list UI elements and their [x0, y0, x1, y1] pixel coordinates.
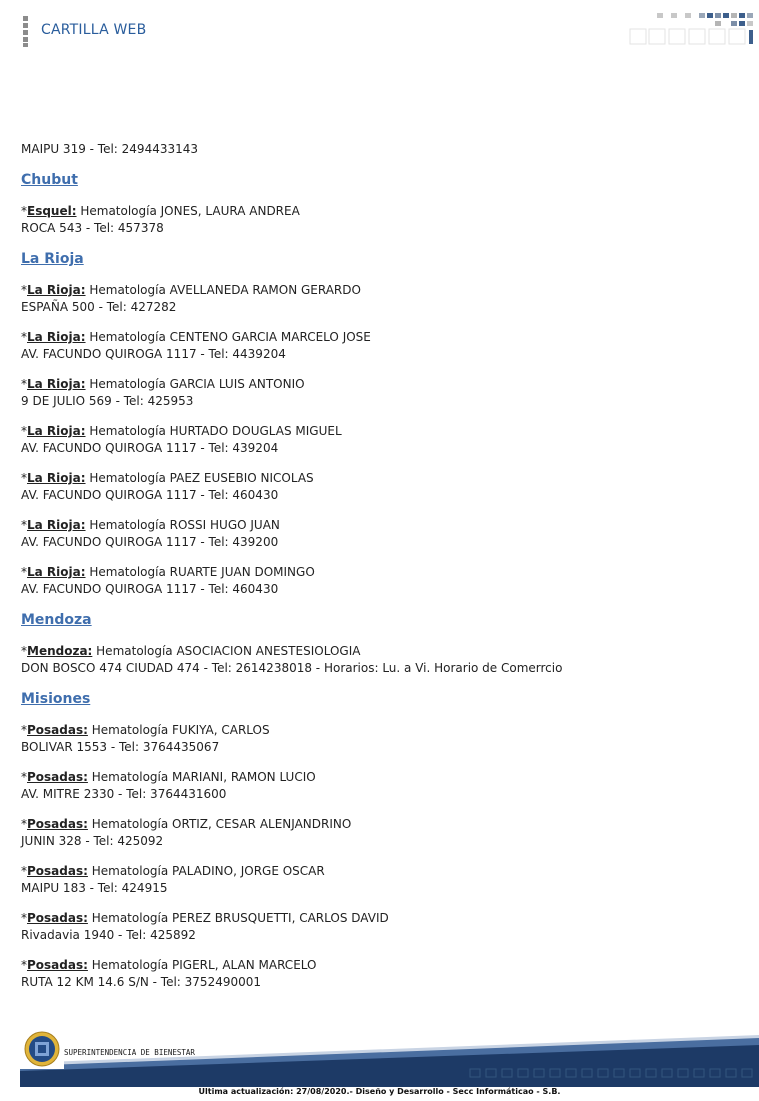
province-heading[interactable]: La Rioja — [21, 251, 84, 267]
provider-address: RUTA 12 KM 14.6 S/N - Tel: 3752490001 — [21, 975, 262, 989]
provider-name: Hematología AVELLANEDA RAMON GERARDO — [85, 283, 361, 297]
provider-name: Hematología RUARTE JUAN DOMINGO — [85, 565, 315, 579]
city-label: Posadas: — [27, 958, 88, 972]
provider-entry — [21, 769, 741, 803]
city-label: La Rioja: — [27, 518, 86, 532]
provider-entry — [21, 423, 741, 457]
provider-name: Hematología ROSSI HUGO JUAN — [85, 518, 280, 532]
city-label: La Rioja: — [27, 565, 86, 579]
provider-line: *Mendoza: Hematología ASOCIACION ANESTESIOLOGIA — [21, 644, 361, 658]
header-bar-decoration — [23, 16, 28, 21]
provider-name: Hematología ORTIZ, CESAR ALENJANDRINO — [87, 817, 352, 831]
continued-address-line: MAIPU 319 - Tel: 2494433143 — [21, 142, 199, 156]
city-label: La Rioja: — [27, 424, 86, 438]
provider-entry — [21, 282, 741, 316]
provider-line: *Posadas: Hematología PALADINO, JORGE OSCAR — [21, 864, 325, 878]
provider-name: Hematología GARCIA LUIS ANTONIO — [85, 377, 305, 391]
provider-address: AV. FACUNDO QUIROGA 1117 - Tel: 439200 — [21, 535, 279, 549]
provider-entry — [21, 910, 741, 944]
provider-address: Rivadavia 1940 - Tel: 425892 — [21, 928, 196, 942]
header-grid-decoration — [629, 10, 759, 50]
city-label: Esquel: — [27, 204, 77, 218]
provider-entry — [21, 517, 741, 551]
provider-name: Hematología JONES, LAURA ANDREA — [76, 204, 300, 218]
provider-address: AV. FACUNDO QUIROGA 1117 - Tel: 460430 — [21, 582, 279, 596]
province-heading[interactable]: Chubut — [21, 172, 78, 188]
header-bar-decoration — [23, 23, 28, 28]
provider-name: Hematología PALADINO, JORGE OSCAR — [87, 864, 325, 878]
provider-line: *Posadas: Hematología PEREZ BRUSQUETTI, CARLOS DAVID — [21, 911, 389, 925]
city-label: La Rioja: — [27, 283, 86, 297]
province-heading[interactable]: Misiones — [21, 691, 91, 707]
provider-name: Hematología MARIANI, RAMON LUCIO — [87, 770, 316, 784]
provider-entry — [21, 470, 741, 504]
provider-line: *Posadas: Hematología FUKIYA, CARLOS — [21, 723, 270, 737]
provider-line: *La Rioja: Hematología PAEZ EUSEBIO NICOLAS — [21, 471, 314, 485]
city-label: Posadas: — [27, 817, 88, 831]
city-label: La Rioja: — [27, 330, 86, 344]
brand-title: CARTILLA WEB — [41, 22, 147, 38]
provider-line: *La Rioja: Hematología ROSSI HUGO JUAN — [21, 518, 280, 532]
header-bar-decoration — [23, 43, 28, 47]
provider-line: *Posadas: Hematología PIGERL, ALAN MARCELO — [21, 958, 317, 972]
provider-address: ESPAÑA 500 - Tel: 427282 — [21, 300, 177, 314]
provider-name: Hematología CENTENO GARCIA MARCELO JOSE — [85, 330, 371, 344]
provider-address: MAIPU 183 - Tel: 424915 — [21, 881, 168, 895]
city-label: Posadas: — [27, 723, 88, 737]
provider-entry — [21, 643, 741, 677]
provider-name: Hematología PIGERL, ALAN MARCELO — [87, 958, 317, 972]
provider-address: BOLIVAR 1553 - Tel: 3764435067 — [21, 740, 220, 754]
provider-line: *Posadas: Hematología MARIANI, RAMON LUCIO — [21, 770, 316, 784]
city-label: Mendoza: — [27, 644, 93, 658]
provider-line: *Posadas: Hematología ORTIZ, CESAR ALENJANDRINO — [21, 817, 352, 831]
provider-line: *La Rioja: Hematología RUARTE JUAN DOMINGO — [21, 565, 315, 579]
provider-name: Hematología HURTADO DOUGLAS MIGUEL — [85, 424, 342, 438]
header-bar-decoration — [23, 30, 28, 35]
provider-entry — [21, 329, 741, 363]
provider-entry — [21, 722, 741, 756]
organization-name: SUPERINTENDENCIA DE BIENESTAR — [64, 1048, 195, 1057]
last-update-text: Ultima actualización: 27/08/2020.- Diseño y Desarrollo - Secc Informáticao - S.B. — [198, 1087, 561, 1096]
provider-address: AV. FACUNDO QUIROGA 1117 - Tel: 4439204 — [21, 347, 286, 361]
directory-content — [21, 141, 741, 1004]
city-label: La Rioja: — [27, 471, 86, 485]
provider-name: Hematología FUKIYA, CARLOS — [87, 723, 270, 737]
provider-address: AV. FACUNDO QUIROGA 1117 - Tel: 439204 — [21, 441, 279, 455]
provider-name: Hematología PEREZ BRUSQUETTI, CARLOS DAVID — [87, 911, 389, 925]
provider-line: *Esquel: Hematología JONES, LAURA ANDREA — [21, 204, 300, 218]
city-label: Posadas: — [27, 911, 88, 925]
provider-line: *La Rioja: Hematología GARCIA LUIS ANTONIO — [21, 377, 305, 391]
provider-name: Hematología ASOCIACION ANESTESIOLOGIA — [92, 644, 361, 658]
provider-entry — [21, 564, 741, 598]
provider-entry — [21, 816, 741, 850]
provider-address: AV. MITRE 2330 - Tel: 3764431600 — [21, 787, 227, 801]
provider-address: DON BOSCO 474 CIUDAD 474 - Tel: 2614238018 - Horarios: Lu. a Vi. Horario de Comerrcio — [21, 661, 563, 675]
city-label: La Rioja: — [27, 377, 86, 391]
city-label: Posadas: — [27, 864, 88, 878]
provider-line: *La Rioja: Hematología HURTADO DOUGLAS MIGUEL — [21, 424, 342, 438]
provider-line: *La Rioja: Hematología CENTENO GARCIA MARCELO JOSE — [21, 330, 371, 344]
provider-address: ROCA 543 - Tel: 457378 — [21, 221, 164, 235]
provider-entry — [21, 203, 741, 237]
provider-entry — [21, 957, 741, 991]
city-label: Posadas: — [27, 770, 88, 784]
provider-entry — [21, 863, 741, 897]
page-header — [0, 0, 759, 60]
provider-address: JUNIN 328 - Tel: 425092 — [21, 834, 164, 848]
provider-line: *La Rioja: Hematología AVELLANEDA RAMON GERARDO — [21, 283, 361, 297]
header-bar-decoration — [23, 37, 28, 42]
provider-name: Hematología PAEZ EUSEBIO NICOLAS — [85, 471, 314, 485]
provider-address: 9 DE JULIO 569 - Tel: 425953 — [21, 394, 194, 408]
provider-entry — [21, 376, 741, 410]
provider-address: AV. FACUNDO QUIROGA 1117 - Tel: 460430 — [21, 488, 279, 502]
province-heading[interactable]: Mendoza — [21, 612, 92, 628]
